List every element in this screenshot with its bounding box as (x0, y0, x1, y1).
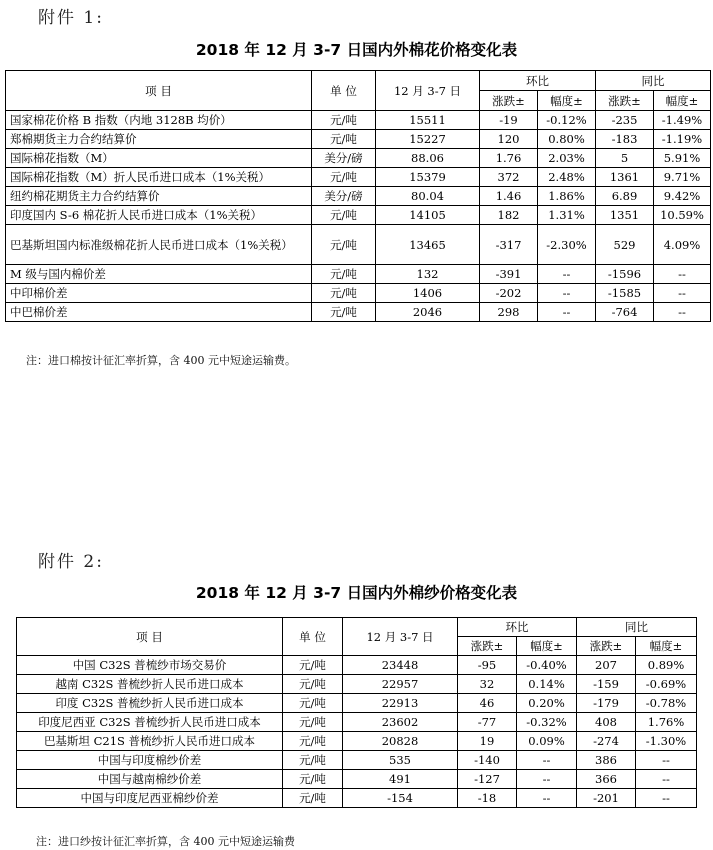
row-item: 中国与印度尼西亚棉纱价差 (17, 789, 283, 808)
row-item: 国家棉花价格 B 指数（内地 3128B 均价） (6, 111, 312, 130)
header-item: 项 目 (6, 71, 312, 111)
row-hb-percent: 1.86% (538, 187, 596, 206)
row-hb-change: 120 (480, 130, 538, 149)
row-unit: 美分/磅 (312, 149, 376, 168)
row-unit: 元/吨 (283, 675, 343, 694)
table-row (17, 713, 697, 732)
header-hb-zd: 涨跌± (458, 637, 517, 656)
row-hb-change: -95 (458, 656, 517, 675)
row-tb-change: -235 (596, 111, 654, 130)
yarn-price-table (16, 617, 697, 808)
row-hb-percent: 0.80% (538, 130, 596, 149)
header-hb: 环比 (480, 71, 596, 91)
row-hb-change: 32 (458, 675, 517, 694)
table-row (6, 303, 711, 322)
header-tb-fd: 幅度± (654, 91, 711, 111)
attachment-1-label: 附件 1: (38, 8, 104, 28)
row-hb-change: 298 (480, 303, 538, 322)
row-unit: 元/吨 (283, 713, 343, 732)
table-row (6, 284, 711, 303)
row-hb-change: -127 (458, 770, 517, 789)
table-row (17, 732, 697, 751)
row-hb-change: -202 (480, 284, 538, 303)
row-hb-change: -19 (480, 111, 538, 130)
row-hb-percent: -- (517, 770, 577, 789)
row-hb-percent: 1.31% (538, 206, 596, 225)
table-row (6, 149, 711, 168)
row-price: 80.04 (376, 187, 480, 206)
row-item: 中巴棉价差 (6, 303, 312, 322)
header-hb-fd: 幅度± (517, 637, 577, 656)
table-row (17, 789, 697, 808)
row-tb-change: -274 (577, 732, 636, 751)
row-unit: 元/吨 (283, 789, 343, 808)
row-price: 535 (343, 751, 458, 770)
table-row (6, 111, 711, 130)
table-row (6, 265, 711, 284)
row-tb-change: 207 (577, 656, 636, 675)
row-tb-percent: 9.42% (654, 187, 711, 206)
header-tb: 同比 (577, 618, 697, 637)
row-tb-percent: -1.49% (654, 111, 711, 130)
row-hb-percent: -- (538, 265, 596, 284)
row-item: 印度 C32S 普梳纱折人民币进口成本 (17, 694, 283, 713)
table-2-title: 2018 年 12 月 3-7 日国内外棉纱价格变化表 (195, 584, 518, 602)
row-hb-change: 46 (458, 694, 517, 713)
row-item: M 级与国内棉价差 (6, 265, 312, 284)
row-item: 中国 C32S 普梳纱市场交易价 (17, 656, 283, 675)
row-tb-percent: -1.19% (654, 130, 711, 149)
row-tb-percent: 10.59% (654, 206, 711, 225)
row-price: 13465 (376, 225, 480, 265)
row-hb-percent: -0.40% (517, 656, 577, 675)
row-tb-change: -1596 (596, 265, 654, 284)
attachment-2-label: 附件 2: (38, 552, 104, 572)
row-unit: 元/吨 (312, 206, 376, 225)
row-price: 132 (376, 265, 480, 284)
row-price: 23602 (343, 713, 458, 732)
row-tb-change: -179 (577, 694, 636, 713)
row-item: 越南 C32S 普梳纱折人民币进口成本 (17, 675, 283, 694)
header-date: 12 月 3-7 日 (343, 618, 458, 656)
row-item: 纽约棉花期货主力合约结算价 (6, 187, 312, 206)
header-hb-fd: 幅度± (538, 91, 596, 111)
row-hb-change: 372 (480, 168, 538, 187)
row-tb-change: -159 (577, 675, 636, 694)
row-hb-change: -391 (480, 265, 538, 284)
row-price: -154 (343, 789, 458, 808)
row-hb-percent: -- (517, 751, 577, 770)
row-unit: 元/吨 (283, 751, 343, 770)
row-hb-percent: -0.32% (517, 713, 577, 732)
row-tb-change: 5 (596, 149, 654, 168)
cotton-price-table (5, 70, 711, 322)
row-hb-change: -77 (458, 713, 517, 732)
row-price: 23448 (343, 656, 458, 675)
row-unit: 元/吨 (283, 732, 343, 751)
row-tb-change: -764 (596, 303, 654, 322)
row-unit: 元/吨 (312, 168, 376, 187)
row-price: 22957 (343, 675, 458, 694)
table-1-note: 注：进口棉按计征汇率折算，含 400 元中短途运输费。 (26, 354, 296, 367)
row-tb-percent: -- (636, 789, 697, 808)
table-row (6, 130, 711, 149)
row-item: 中国与越南棉纱价差 (17, 770, 283, 789)
row-tb-percent: -0.78% (636, 694, 697, 713)
header-item: 项 目 (17, 618, 283, 656)
row-unit: 元/吨 (312, 265, 376, 284)
table-2-note: 注：进口纱按计征汇率折算，含 400 元中短途运输费 (36, 835, 295, 848)
header-tb-fd: 幅度± (636, 637, 697, 656)
row-unit: 元/吨 (283, 656, 343, 675)
row-item: 国际棉花指数（M） (6, 149, 312, 168)
row-hb-percent: -- (538, 284, 596, 303)
table-row (17, 675, 697, 694)
row-tb-percent: -- (654, 284, 711, 303)
header-hb-zd: 涨跌± (480, 91, 538, 111)
row-tb-percent: -- (654, 265, 711, 284)
row-unit: 美分/磅 (312, 187, 376, 206)
row-tb-percent: -1.30% (636, 732, 697, 751)
row-tb-percent: 1.76% (636, 713, 697, 732)
row-hb-change: 1.76 (480, 149, 538, 168)
table-row (6, 187, 711, 206)
row-unit: 元/吨 (283, 694, 343, 713)
row-price: 15511 (376, 111, 480, 130)
row-hb-percent: 0.14% (517, 675, 577, 694)
table-row (6, 206, 711, 225)
header-tb-zd: 涨跌± (577, 637, 636, 656)
row-price: 1406 (376, 284, 480, 303)
table-row (17, 770, 697, 789)
row-item: 印度国内 S-6 棉花折人民币进口成本（1%关税） (6, 206, 312, 225)
table-row (6, 168, 711, 187)
row-item: 郑棉期货主力合约结算价 (6, 130, 312, 149)
row-hb-change: -317 (480, 225, 538, 265)
row-hb-percent: -- (517, 789, 577, 808)
row-item: 巴基斯坦 C21S 普梳纱折人民币进口成本 (17, 732, 283, 751)
row-hb-percent: 0.09% (517, 732, 577, 751)
row-tb-percent: 4.09% (654, 225, 711, 265)
header-unit: 单 位 (312, 71, 376, 111)
row-price: 15227 (376, 130, 480, 149)
row-unit: 元/吨 (312, 284, 376, 303)
row-tb-percent: -0.69% (636, 675, 697, 694)
row-hb-percent: 2.48% (538, 168, 596, 187)
row-price: 88.06 (376, 149, 480, 168)
row-item: 国际棉花指数（M）折人民币进口成本（1%关税） (6, 168, 312, 187)
row-unit: 元/吨 (312, 111, 376, 130)
row-item: 中国与印度棉纱价差 (17, 751, 283, 770)
row-unit: 元/吨 (312, 303, 376, 322)
row-hb-percent: -- (538, 303, 596, 322)
row-tb-change: 366 (577, 770, 636, 789)
row-hb-change: -140 (458, 751, 517, 770)
table-row (17, 656, 697, 675)
row-price: 2046 (376, 303, 480, 322)
row-unit: 元/吨 (312, 130, 376, 149)
table-row (6, 225, 711, 265)
row-tb-change: 529 (596, 225, 654, 265)
row-tb-change: 408 (577, 713, 636, 732)
row-tb-percent: 5.91% (654, 149, 711, 168)
row-tb-change: 1361 (596, 168, 654, 187)
row-tb-change: 6.89 (596, 187, 654, 206)
row-tb-percent: -- (636, 770, 697, 789)
header-tb: 同比 (596, 71, 711, 91)
header-date: 12 月 3-7 日 (376, 71, 480, 111)
row-unit: 元/吨 (283, 770, 343, 789)
row-tb-change: -201 (577, 789, 636, 808)
row-hb-percent: 0.20% (517, 694, 577, 713)
table-1-title: 2018 年 12 月 3-7 日国内外棉花价格变化表 (195, 41, 518, 59)
row-unit: 元/吨 (312, 225, 376, 265)
header-unit: 单 位 (283, 618, 343, 656)
row-hb-percent: 2.03% (538, 149, 596, 168)
row-hb-change: 182 (480, 206, 538, 225)
row-item: 巴基斯坦国内标准级棉花折人民币进口成本（1%关税） (6, 225, 312, 265)
row-price: 14105 (376, 206, 480, 225)
header-tb-zd: 涨跌± (596, 91, 654, 111)
row-price: 491 (343, 770, 458, 789)
row-item: 中印棉价差 (6, 284, 312, 303)
row-item: 印度尼西亚 C32S 普梳纱折人民币进口成本 (17, 713, 283, 732)
table-row (17, 694, 697, 713)
row-price: 20828 (343, 732, 458, 751)
row-hb-change: -18 (458, 789, 517, 808)
row-hb-percent: -2.30% (538, 225, 596, 265)
row-tb-percent: 0.89% (636, 656, 697, 675)
row-hb-percent: -0.12% (538, 111, 596, 130)
header-hb: 环比 (458, 618, 577, 637)
table-row (17, 751, 697, 770)
row-hb-change: 1.46 (480, 187, 538, 206)
row-tb-change: -183 (596, 130, 654, 149)
row-tb-percent: -- (636, 751, 697, 770)
row-tb-change: 386 (577, 751, 636, 770)
row-price: 22913 (343, 694, 458, 713)
row-tb-change: 1351 (596, 206, 654, 225)
row-hb-change: 19 (458, 732, 517, 751)
row-price: 15379 (376, 168, 480, 187)
row-tb-change: -1585 (596, 284, 654, 303)
row-tb-percent: 9.71% (654, 168, 711, 187)
row-tb-percent: -- (654, 303, 711, 322)
